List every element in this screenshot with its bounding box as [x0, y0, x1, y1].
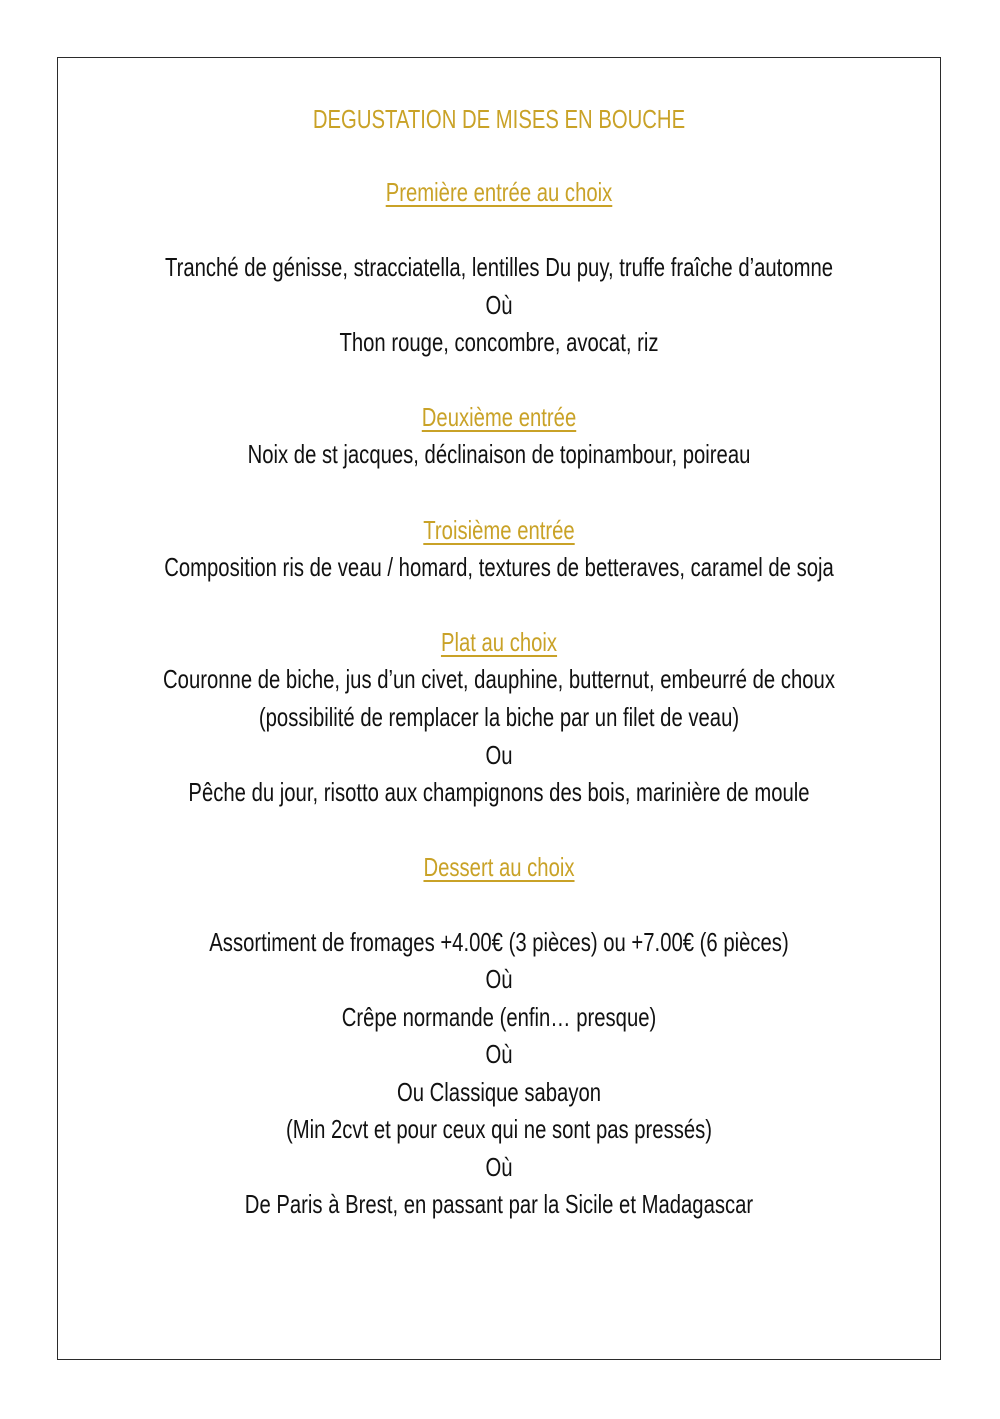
first-starter-or: Où [485, 290, 513, 320]
dessert-or-1: Où [485, 964, 513, 994]
main-course-option-1-note: (possibilité de remplacer la biche par un filet de veau) [258, 702, 740, 732]
menu-title: DEGUSTATION DE MISES EN BOUCHE [312, 104, 686, 134]
third-starter-dish: Composition ris de veau / homard, textures de betteraves, caramel de soja [164, 552, 834, 582]
dessert-option-3-note: (Min 2cvt et pour ceux qui ne sont pas pressés) [285, 1114, 713, 1144]
dessert-option-1: Assortiment de fromages +4.00€ (3 pièces) ou +7.00€ (6 pièces) [209, 927, 789, 957]
first-starter-option-1: Tranché de génisse, stracciatella, lentilles Du puy, truffe fraîche d’automne [164, 252, 834, 282]
dessert-or-2: Où [485, 1039, 513, 1069]
second-starter-heading: Deuxième entrée [421, 402, 577, 432]
main-course-heading: Plat au choix [440, 627, 558, 657]
first-starter-heading: Première entrée au choix [385, 177, 613, 207]
second-starter-dish: Noix de st jacques, déclinaison de topinambour, poireau [247, 439, 751, 469]
dessert-option-4: De Paris à Brest, en passant par la Sicile et Madagascar [244, 1189, 754, 1219]
main-course-or: Ou [485, 740, 513, 770]
main-course-option-1: Couronne de biche, jus d’un civet, dauphine, butternut, embeurré de choux [163, 664, 835, 694]
dessert-option-3: Ou Classique sabayon [396, 1077, 602, 1107]
main-course-option-2: Pêche du jour, risotto aux champignons des bois, marinière de moule [188, 777, 810, 807]
dessert-heading: Dessert au choix [423, 852, 575, 882]
third-starter-heading: Troisième entrée [423, 515, 575, 545]
dessert-or-3: Où [485, 1152, 513, 1182]
dessert-option-2: Crêpe normande (enfin… presque) [341, 1002, 657, 1032]
first-starter-option-2: Thon rouge, concombre, avocat, riz [339, 327, 659, 357]
